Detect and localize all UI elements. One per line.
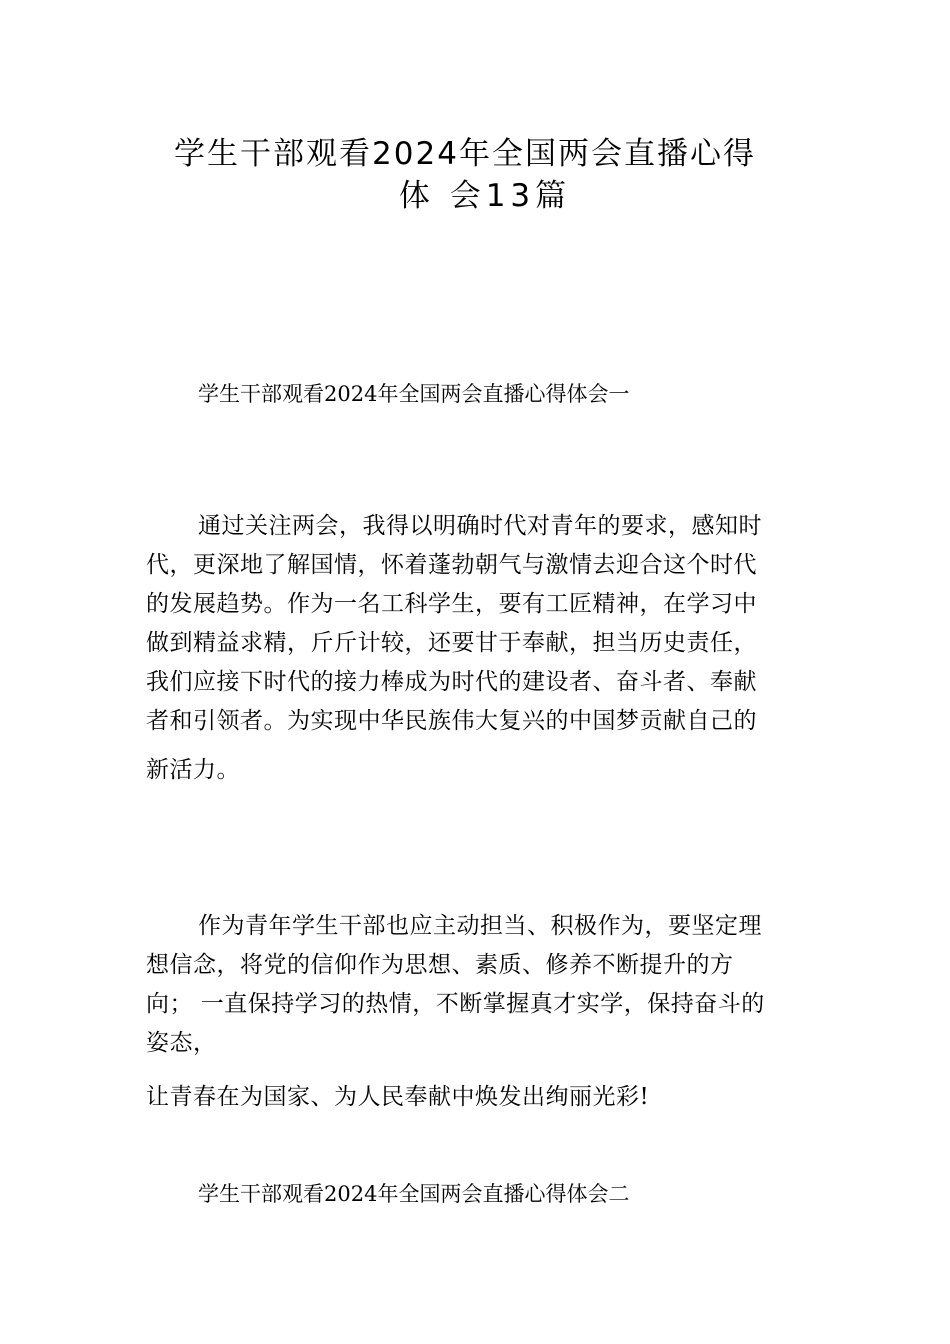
paragraph-line: 者和引领者。为实现中华民族伟大复兴的中国梦贡献自己的 <box>146 708 757 734</box>
paragraph-line: 向； 一直保持学习的热情，不断掌握真才实学，保持奋斗的 <box>146 991 765 1017</box>
paragraph-line: 做到精益求精，斤斤计较，还要甘于奉献，担当历史责任， <box>146 630 757 656</box>
paragraph-line: 想信念，将党的信仰作为思想、素质、修养不断提升的方 <box>146 952 734 978</box>
paragraph-line: 代，更深地了解国情，怀着蓬勃朝气与激情去迎合这个时代 <box>146 552 757 578</box>
section-heading-1: 学生干部观看2024年全国两会直播心得体会一 <box>198 382 630 406</box>
paragraph-line: 作为青年学生干部也应主动担当、积极作为，要坚定理 <box>198 913 762 939</box>
section-heading-2: 学生干部观看2024年全国两会直播心得体会二 <box>198 1182 630 1206</box>
paragraph-line: 我们应接下时代的接力棒成为时代的建设者、奋斗者、奉献 <box>146 669 757 695</box>
document-title-line-1: 学生干部观看2024年全国两会直播心得 <box>174 136 756 172</box>
paragraph-3: 让青春在为国家、为人民奉献中焕发出绚丽光彩! <box>146 1084 650 1110</box>
paragraph-line: 的发展趋势。作为一名工科学生，要有工匠精神，在学习中 <box>146 591 757 617</box>
paragraph-line: 新活力。 <box>146 757 240 783</box>
document-title-line-2: 体 会13篇 <box>398 178 572 214</box>
paragraph-line: 姿态， <box>146 1030 217 1056</box>
paragraph-line: 通过关注两会，我得以明确时代对青年的要求，感知时 <box>198 513 762 539</box>
